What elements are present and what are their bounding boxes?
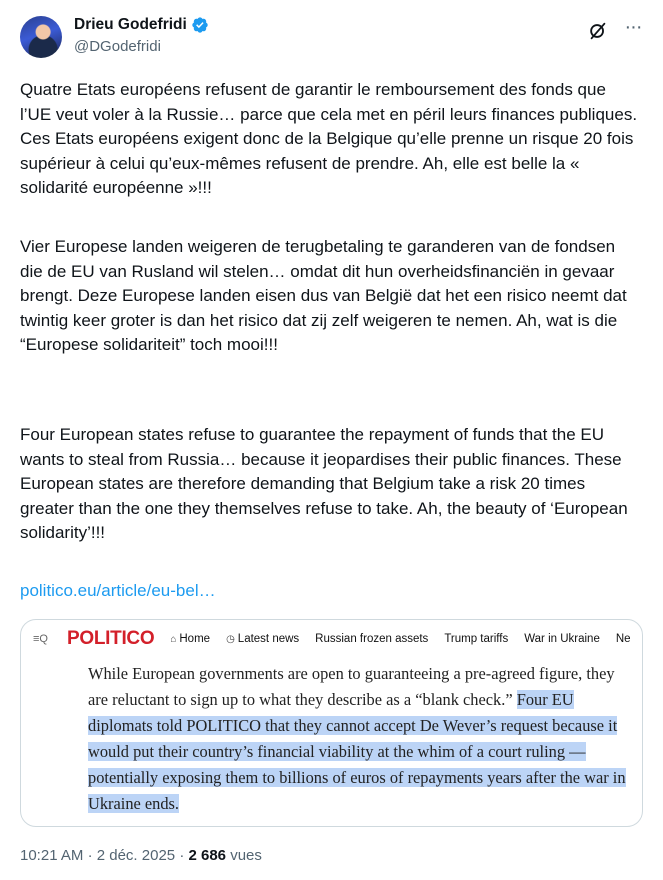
nav-item-home: ⌂ Home bbox=[170, 633, 211, 645]
nav-item-latest-news: ◷ Latest news bbox=[226, 633, 300, 645]
nav-item-truncated: Ne bbox=[615, 633, 631, 645]
clock-icon: ◷ bbox=[226, 633, 235, 645]
meta-separator: · bbox=[87, 847, 93, 864]
nav-item-war-in-ukraine: War in Ukraine bbox=[524, 633, 600, 645]
article-screenshot-card[interactable] bbox=[20, 619, 643, 827]
politico-nav-bar bbox=[21, 620, 643, 658]
politico-logo: POLITICO bbox=[67, 628, 155, 649]
home-icon: ⌂ bbox=[170, 633, 177, 645]
article-excerpt bbox=[88, 661, 633, 817]
views-count: 2 686 bbox=[188, 847, 227, 864]
article-link[interactable]: politico.eu/article/eu-bel… bbox=[20, 581, 216, 600]
more-options-icon[interactable]: ··· bbox=[624, 16, 642, 38]
tweet-time[interactable]: 10:21 AM bbox=[20, 847, 84, 864]
excerpt-highlighted-text: Four EU diplomats told POLITICO that they cannot accept De Wever’s request because it would put their country’s financial viability at the whim of a court ruling — potentially exposing them to billions of euros of repayments years after the war in Ukraine ends. bbox=[88, 690, 626, 813]
grok-icon[interactable] bbox=[587, 20, 609, 42]
author-name-row bbox=[74, 16, 209, 34]
tweet-text-dutch: Vier Europese landen weigeren de terugbetaling te garanderen van de fondsen die de EU van Rusland wil stelen… omdat dit hun overheidsfinanciën in gevaar brengt. Deze Europese landen eisen dus van België dat het een risico neemt dat twintig keer groter is dan het risico dat zij zelf weigeren te nemen. Ah, wat is die “Europese solidariteit” toch mooi!!! bbox=[20, 237, 627, 355]
tweet-text-french: Quatre Etats européens refusent de garantir le remboursement des fonds que l’UE veut voler à la Russie… parce que cela met en péril leurs finances publiques. Ces Etats européens exigent donc de la Belgique qu’elle prenne un risque 20 fois supérieur à celui qu’eux-mêmes refusent de prendre. Ah, elle est belle la « solidarité européenne »!!! bbox=[20, 80, 638, 198]
meta-separator-2: · bbox=[179, 847, 185, 864]
excerpt-plain-text: While European governments are open to guaranteeing a pre-agreed figure, they are reluctant to sign up to what they describe as a “blank check.” bbox=[88, 664, 615, 709]
nav-item-trump-tariffs: Trump tariffs bbox=[444, 633, 509, 645]
search-menu-icon: ≡Q bbox=[33, 633, 48, 645]
nav-item-russian-frozen-assets: Russian frozen assets bbox=[315, 633, 429, 645]
tweet-metadata bbox=[20, 847, 262, 864]
views-label: vues bbox=[230, 847, 262, 864]
verified-badge-icon bbox=[191, 16, 209, 34]
tweet-date[interactable]: 2 déc. 2025 bbox=[96, 847, 176, 864]
avatar[interactable] bbox=[20, 16, 62, 58]
author-display-name[interactable]: Drieu Godefridi bbox=[74, 16, 187, 33]
author-handle[interactable]: @DGodefridi bbox=[74, 38, 161, 55]
tweet-header bbox=[20, 14, 645, 64]
tweet-text-english: Four European states refuse to guarantee the repayment of funds that the EU wants to steal from Russia… because it jeopardises their public finances. These European states are therefore demanding that Belgium take a risk 20 times greater than the one they themselves refuse to take. Ah, the beauty of ‘European solidarity’!!! bbox=[20, 425, 628, 543]
